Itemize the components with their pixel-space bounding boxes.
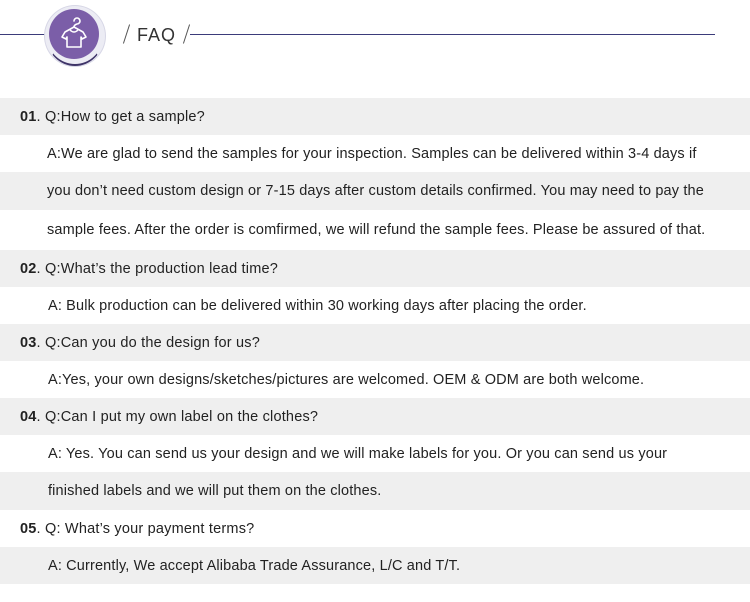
faq-question-text: Q:What’s the production lead time?: [45, 260, 279, 277]
page-title: FAQ: [137, 25, 177, 45]
header-divider-left: [0, 34, 50, 35]
faq-question: 03. Q:Can you do the design for us?: [20, 334, 260, 351]
faq-number: 04: [20, 408, 37, 425]
tshirt-hanger-icon: [57, 17, 91, 51]
faq-question-text: Q:How to get a sample?: [45, 108, 205, 125]
faq-answer-row: [0, 361, 750, 398]
faq-answer-line: A: Currently, We accept Alibaba Trade Assurance, L/C and T/T.: [48, 557, 461, 574]
faq-question-row: [0, 250, 750, 287]
faq-question-text: Q:Can you do the design for us?: [45, 334, 260, 351]
faq-number: 02: [20, 260, 37, 277]
faq-answer-row: [0, 472, 750, 510]
logo-badge: [45, 6, 105, 66]
faq-answer-line: A: Yes. You can send us your design and we will make labels for you. Or you can send us your: [48, 445, 668, 462]
faq-question-text: Q:Can I put my own label on the clothes?: [45, 408, 319, 425]
faq-question: 05. Q: What’s your payment terms?: [20, 520, 255, 537]
faq-question-row: [0, 324, 750, 361]
faq-answer-line: A: Bulk production can be delivered within 30 working days after placing the order.: [48, 297, 587, 314]
faq-answer-line: A:We are glad to send the samples for your inspection. Samples can be delivered within 3-4 days if: [47, 145, 697, 162]
faq-question: 04. Q:Can I put my own label on the clothes?: [20, 408, 319, 425]
faq-answer-line: you don’t need custom design or 7-15 days after custom details confirmed. You may need to pay the: [47, 183, 704, 199]
header-divider-right: [190, 34, 715, 35]
faq-answer-row: [0, 135, 750, 172]
faq-answer-row: [0, 435, 750, 472]
faq-question-text: Q: What’s your payment terms?: [45, 520, 255, 537]
faq-answer-row: [0, 287, 750, 324]
faq-answer-line: sample fees. After the order is comfirmed, we will refund the sample fees. Please be assured of that.: [47, 222, 706, 238]
faq-question-row: [0, 510, 750, 547]
faq-answer-row: [0, 547, 750, 584]
faq-number: 03: [20, 334, 37, 351]
faq-number: 01: [20, 108, 37, 125]
faq-answer-line: A:Yes, your own designs/sketches/pictures are welcomed. OEM & ODM are both welcome.: [48, 371, 645, 388]
faq-question-row: [0, 398, 750, 435]
logo-circle: [49, 9, 99, 59]
faq-list: [0, 98, 750, 584]
faq-header: [0, 0, 750, 80]
faq-answer-line: finished labels and we will put them on the clothes.: [48, 483, 382, 499]
faq-question: 01. Q:How to get a sample?: [20, 108, 205, 125]
title-slash-left: [123, 24, 130, 43]
faq-number: 05: [20, 520, 37, 537]
faq-question: 02. Q:What’s the production lead time?: [20, 260, 279, 277]
faq-answer-row: [0, 172, 750, 210]
faq-answer-row: [0, 210, 750, 250]
title-slash-right: [183, 24, 190, 43]
faq-question-row: [0, 98, 750, 135]
